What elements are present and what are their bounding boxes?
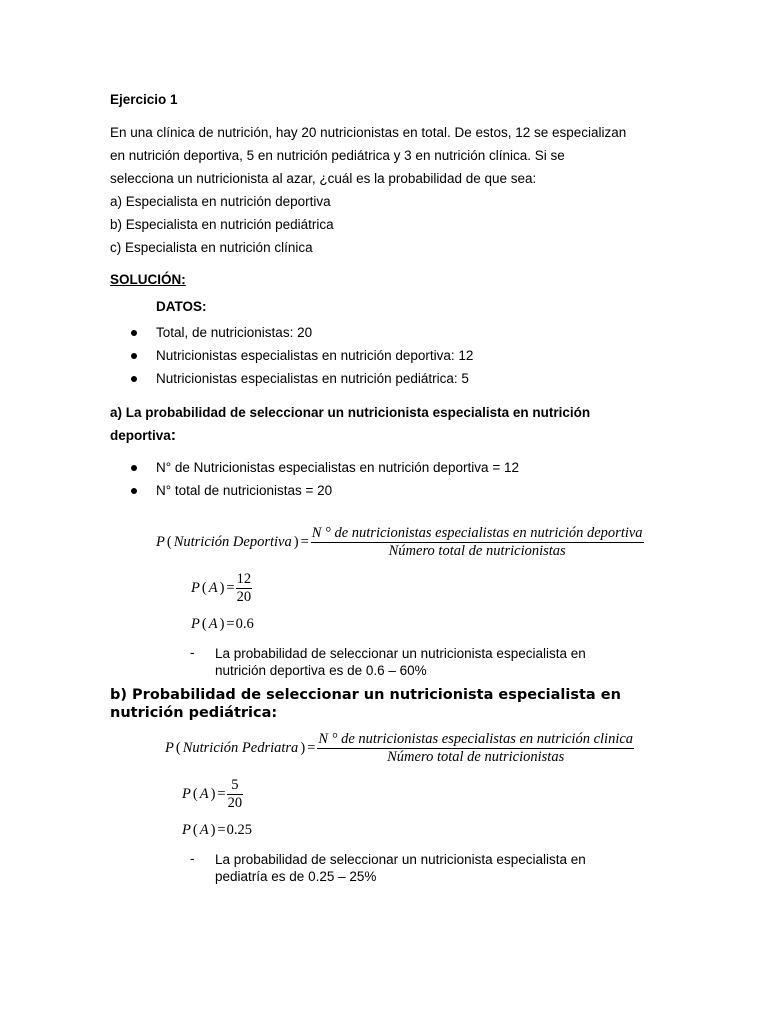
bullet-icon [131, 488, 137, 494]
part-a-heading-line-2 [110, 427, 176, 444]
part-a-item-2: N° total de nutricionistas = 20 [156, 483, 333, 498]
paren-close: ) [300, 740, 306, 756]
part-b-formula [165, 731, 634, 766]
paren-open: ( [166, 534, 172, 550]
paren-close: ) [210, 822, 216, 838]
equals-sign: = [307, 740, 316, 756]
dash-marker: - [190, 645, 195, 660]
equals-sign: = [217, 786, 226, 802]
part-a-heading-colon: : [170, 427, 177, 444]
solution-heading: SOLUCIÓN: [110, 272, 186, 287]
step-numerator: 5 [227, 777, 244, 795]
step-p: P [191, 616, 200, 632]
part-b-conclusion-line-2: pediatría es de 0.25 – 25% [215, 869, 377, 884]
equals-sign: = [300, 534, 309, 550]
option-b: b) Especialista en nutrición pediátrica [110, 217, 334, 232]
part-a-conclusion-line-1: La probabilidad de seleccionar un nutricionista especialista en [215, 646, 586, 661]
step-denominator: 20 [236, 589, 252, 605]
part-b-heading-line-1: b) Probabilidad de seleccionar un nutricionista especialista en [110, 687, 621, 703]
step-fraction [227, 777, 244, 812]
paren-open: ( [201, 580, 207, 596]
exercise-title: Ejercicio 1 [110, 92, 178, 107]
option-a: a) Especialista en nutrición deportiva [110, 194, 331, 209]
formula-p: P [156, 534, 165, 550]
bullet-icon [131, 465, 137, 471]
step-arg: A [208, 580, 218, 596]
formula-numerator: N ° de nutricionistas especialistas en nutrición clinica [318, 731, 634, 747]
paren-open: ( [192, 822, 198, 838]
datos-item-2: Nutricionistas especialistas en nutrición deportiva: 12 [156, 348, 474, 363]
step-p: P [182, 786, 191, 802]
part-b-step-1 [182, 777, 243, 812]
part-a-step-1 [191, 571, 252, 606]
problem-line-3: selecciona un nutricionista al azar, ¿cuál es la probabilidad de que sea: [110, 171, 537, 186]
problem-line-2: en nutrición deportiva, 5 en nutrición pediátrica y 3 en nutrición clínica. Si se [110, 148, 565, 163]
step-arg: A [208, 616, 218, 632]
formula-arg: Nutrición Deportiva [173, 534, 292, 550]
paren-close: ) [219, 580, 225, 596]
part-b-heading-line-2: nutrición pediátrica: [110, 705, 278, 721]
formula-denominator: Número total de nutricionistas [387, 749, 565, 765]
bullet-icon [131, 376, 137, 382]
dash-marker: - [190, 851, 195, 866]
part-a-heading-line-1: a) La probabilidad de seleccionar un nutricionista especialista en nutrición [110, 405, 591, 420]
step-arg: A [199, 822, 209, 838]
paren-open: ( [175, 740, 181, 756]
part-b-step-2 [182, 822, 252, 839]
part-a-formula [156, 525, 644, 560]
step-value: 0.25 [226, 822, 252, 838]
equals-sign: = [226, 580, 235, 596]
paren-open: ( [201, 616, 207, 632]
datos-item-1: Total, de nutricionistas: 20 [156, 325, 313, 340]
datos-item-3: Nutricionistas especialistas en nutrición pediátrica: 5 [156, 371, 469, 386]
formula-p: P [165, 740, 174, 756]
formula-numerator: N ° de nutricionistas especialistas en nutrición deportiva [311, 525, 643, 541]
step-p: P [182, 822, 191, 838]
formula-denominator: Número total de nutricionistas [388, 543, 566, 559]
step-value: 0.6 [235, 616, 254, 632]
part-a-item-1: N° de Nutricionistas especialistas en nutrición deportiva = 12 [156, 460, 519, 475]
paren-close: ) [219, 616, 225, 632]
part-b-conclusion-line-1: La probabilidad de seleccionar un nutricionista especialista en [215, 852, 586, 867]
part-a-step-2 [191, 616, 254, 633]
step-numerator: 12 [236, 571, 252, 587]
step-arg: A [199, 786, 209, 802]
datos-heading: DATOS: [156, 299, 207, 314]
bullet-icon [131, 330, 137, 336]
equals-sign: = [217, 822, 226, 838]
paren-close: ) [293, 534, 299, 550]
option-c: c) Especialista en nutrición clínica [110, 240, 313, 255]
formula-fraction [317, 731, 634, 766]
part-a-conclusion-line-2: nutrición deportiva es de 0.6 – 60% [215, 663, 427, 678]
formula-arg: Nutrición Pedriatra [182, 740, 299, 756]
paren-close: ) [210, 786, 216, 802]
step-fraction [236, 571, 253, 606]
step-denominator: 20 [227, 795, 243, 811]
part-a-heading-word: deportiva [110, 428, 171, 443]
equals-sign: = [226, 616, 235, 632]
step-p: P [191, 580, 200, 596]
paren-open: ( [192, 786, 198, 802]
bullet-icon [131, 353, 137, 359]
formula-fraction [311, 525, 644, 560]
problem-line-1: En una clínica de nutrición, hay 20 nutricionistas en total. De estos, 12 se especializan [110, 125, 627, 140]
